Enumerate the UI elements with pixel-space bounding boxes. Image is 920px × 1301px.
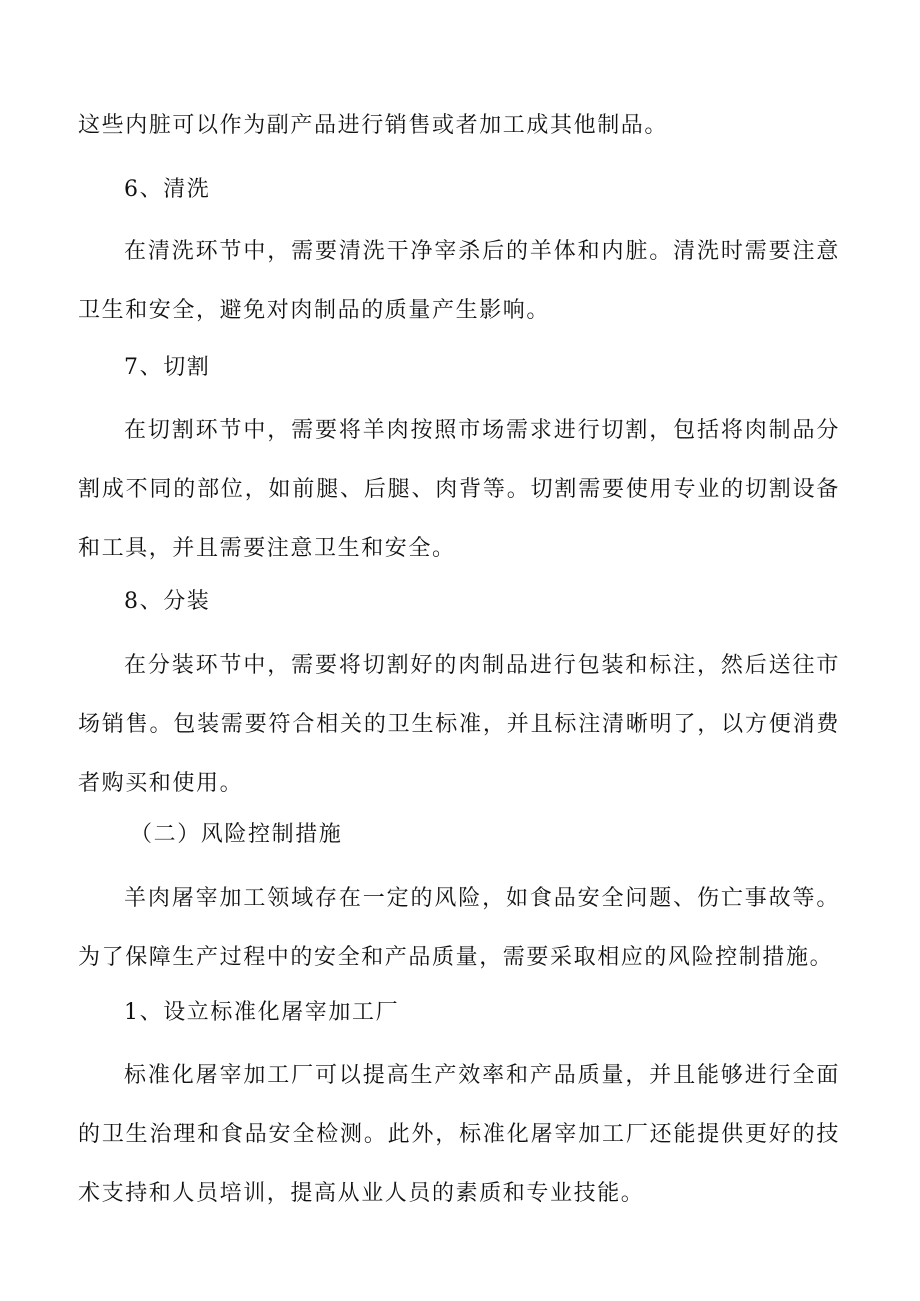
- heading-7-cutting: 7、切割: [124, 355, 211, 380]
- heading-1-standardized-plant: 1、设立标准化屠宰加工厂: [124, 1000, 400, 1025]
- paragraph-risk-intro: 羊肉屠宰加工领域存在一定的风险，如食品安全问题、伤亡事故等。为了保障生产过程中的安全和产品质量，需要采取相应的风险控制措施。: [78, 886, 840, 970]
- section-title-risk-control: （二）风险控制措施: [130, 822, 343, 847]
- paragraph-continuation: 这些内脏可以作为副产品进行销售或者加工成其他制品。: [78, 113, 669, 138]
- paragraph-packaging: 在分装环节中，需要将切割好的肉制品进行包装和标注，然后送往市场销售。包装需要符合相关的卫生标准，并且标注清晰明了，以方便消费者购买和使用。: [78, 653, 840, 796]
- heading-6-cleaning: 6、清洗: [124, 177, 211, 202]
- paragraph-standardized-plant: 标准化屠宰加工厂可以提高生产效率和产品质量，并且能够进行全面的卫生治理和食品安全检测。此外，标准化屠宰加工厂还能提供更好的技术支持和人员培训，提高从业人员的素质和专业技能。: [78, 1063, 840, 1206]
- heading-8-packaging: 8、分装: [124, 589, 211, 614]
- paragraph-cleaning: 在清洗环节中，需要清洗干净宰杀后的羊体和内脏。清洗时需要注意卫生和安全，避免对肉制品的质量产生影响。: [78, 239, 840, 323]
- paragraph-cutting: 在切割环节中，需要将羊肉按照市场需求进行切割，包括将肉制品分割成不同的部位，如前腿、后腿、肉背等。切割需要使用专业的切割设备和工具，并且需要注意卫生和安全。: [78, 418, 840, 561]
